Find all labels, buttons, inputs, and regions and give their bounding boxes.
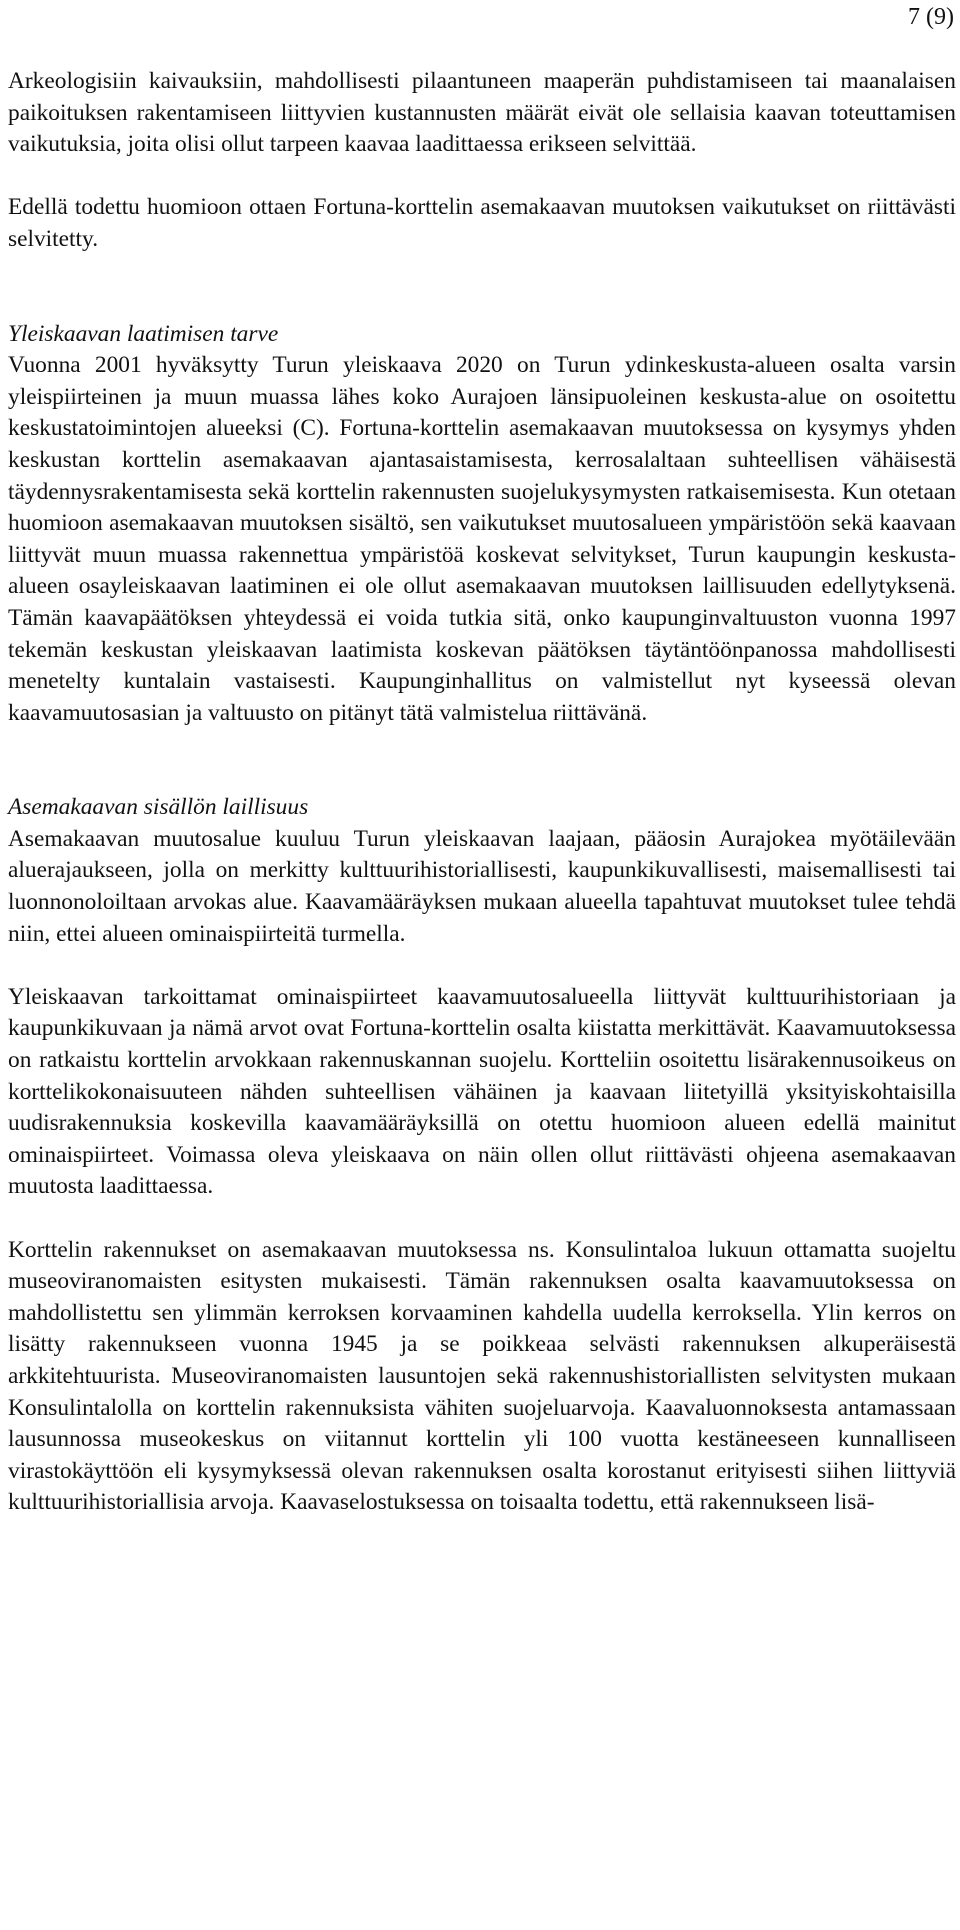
page-number: 7 (9) <box>908 4 954 30</box>
paragraph-konsulintalo: Korttelin rakennukset on asemakaavan muutoksessa ns. Konsulintaloa lukuun ottamatta suojeltu museoviranomaisten esitysten mukaisesti. Tämän rakennuksen osalta kaavamuutoksessa on mahdollistettu sen ylimmän kerroksen korvaaminen kahdella uudella kerroksella. Ylin kerros on lisätty rakennukseen vuonna 1945 ja se poikkeaa selvästi rakennuksen alkuperäisestä arkkitehtuurista. Museoviranomaisten lausuntojen sekä rakennushistoriallisten selvitysten mukaan Konsulintalolla on korttelin rakennuksista vähiten suojeluarvoja. Kaavaluonnoksesta antamassaan lausunnossa museokeskus on viitannut korttelin yli 100 vuotta kestäneeseen kunnalliseen virastokäyttöön eli kysymyksessä olevan rakennuksen osalta korostanut erityisesti siihen liittyviä kulttuurihistoriallisia arvoja. Kaavaselostuksessa on toisaalta todettu, että rakennukseen lisä- <box>8 1236 956 1516</box>
paragraph-spacer <box>8 950 956 982</box>
section-spacer <box>8 256 956 319</box>
paragraph-effects-conclusion: Edellä todettu huomioon ottaen Fortuna-korttelin asemakaavan muutoksen vaikutukset on riittävästi selvitetty. <box>8 194 956 252</box>
section-heading-plan-legality: Asemakaavan sisällön laillisuus <box>8 794 309 821</box>
paragraph-spacer <box>8 1203 956 1235</box>
paragraph-excavation-costs: Arkeologisiin kaivauksiin, mahdollisesti pilaantuneen maaperän puhdistamiseen tai maanalaisen paikoituksen rakentamiseen liittyvien kustannusten määrät eivät ole sellaisia kaavan toteuttamisen vaikutuksia, joita olisi ollut tarpeen kaavaa laadittaessa erikseen selvittää. <box>8 68 956 158</box>
paragraph-general-plan-2020: Vuonna 2001 hyväksytty Turun yleiskaava 2020 on Turun ydinkeskusta-alueen osalta varsin yleispiirteinen ja muun muassa lähes koko Aurajoen länsipuoleinen keskusta-alue on osoitettu keskustatoimintojen alueeksi (C). Fortuna-korttelin asemakaavan muutoksessa on kysymys yhden keskustan korttelin asemakaavan ajantasaistamisesta, kerrosalaltaan suhteellisen vähäisestä täydennysrakentamisesta sekä korttelin rakennusten suojelukysymysten ratkaisemisesta. Kun otetaan huomioon asemakaavan muutoksen sisältö, sen vaikutukset muutosalueen ympäristöön sekä kaavaan liittyvät muun muassa rakennettua ympäristöä koskevat selvitykset, Turun kaupungin keskusta-alueen osayleiskaavan laatiminen ei ole ollut asemakaavan muutoksen laillisuuden edellytyksenä. Tämän kaavapäätöksen yhteydessä ei voida tutkia sitä, onko kaupunginvaltuuston vuonna 1997 tekemän keskustan yleiskaavan laatimista koskevan päätöksen täytäntöönpanossa mahdollisesti menetelty kuntalain vastaisesti. Kaupunginhallitus on valmistellut nyt kyseessä olevan kaavamuutosasian ja valtuusto on pitänyt tätä valmistelua riittävänä. <box>8 352 956 726</box>
paragraph-characteristics: Yleiskaavan tarkoittamat ominaispiirteet kaavamuutosalueella liittyvät kulttuurihistoriaan ja kaupunkikuvaan ja nämä arvot ovat Fortuna-korttelin osalta kiistatta merkittävät. Kaavamuutoksessa on ratkaistu korttelin arvokkaan rakennuskannan suojelu. Kortteliin osoitettu lisärakennusoikeus on korttelikokonaisuuteen nähden suhteellisen vähäinen ja kaavaan liitetyillä yksityiskohtaisilla uudisrakennuksia koskevilla kaavamääräyksillä on otettu huomioon alueen edellä mainitut ominaispiirteet. Voimassa oleva yleiskaava on näin ollen ollut riittävästi ohjeena asemakaavan muutosta laadittaessa. <box>8 983 956 1200</box>
section-spacer <box>8 729 956 792</box>
section-heading-general-plan-need: Yleiskaavan laatimisen tarve <box>8 320 279 347</box>
paragraph-plan-area: Asemakaavan muutosalue kuuluu Turun yleiskaavan laajaan, pääosin Aurajokea myötäilevään aluerajaukseen, jolla on merkitty kulttuurihistoriallisesti, kaupunkikuvallisesti, maisemallisesti tai luonnonoloiltaan arvokas alue. Kaavamääräyksen mukaan alueella tapahtuvat muutokset tulee tehdä niin, ettei alueen ominaispiirteitä turmella. <box>8 825 956 947</box>
paragraph-spacer <box>8 161 956 193</box>
document-body <box>8 66 956 1519</box>
